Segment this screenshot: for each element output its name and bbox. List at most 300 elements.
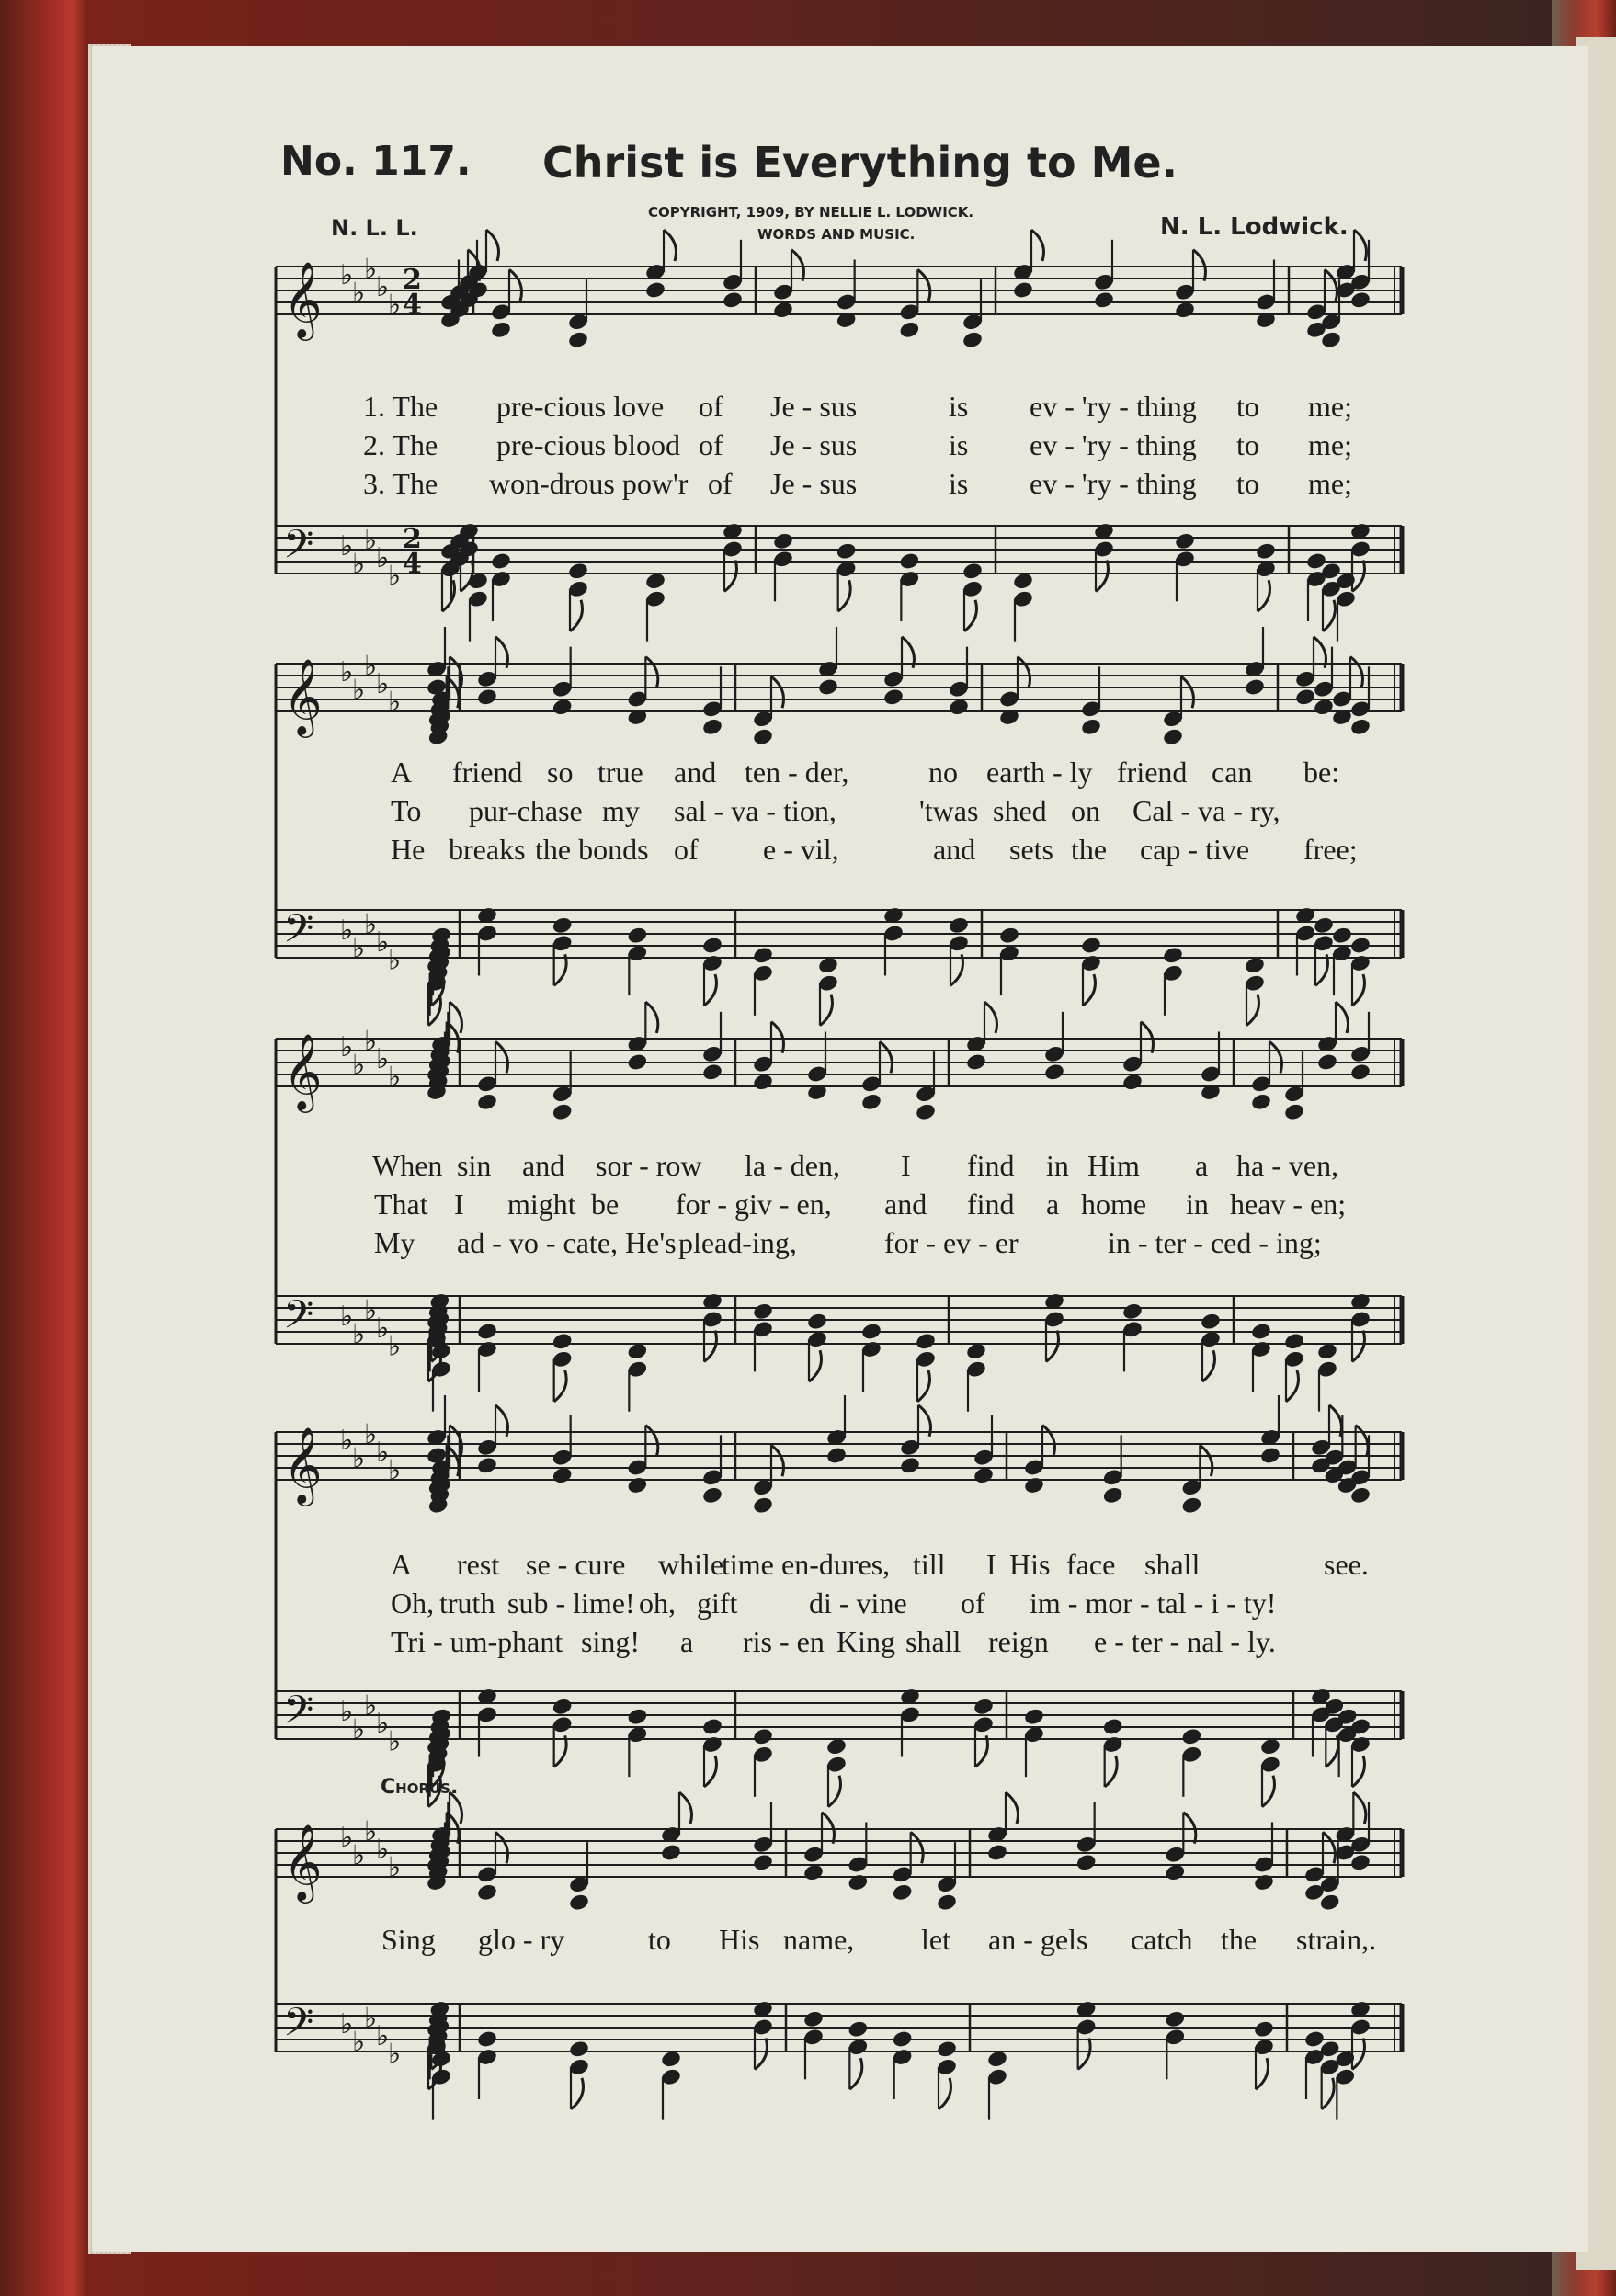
note-head	[836, 541, 858, 561]
note-flag	[704, 1756, 717, 1787]
lyric-syllable: sor - row	[596, 1149, 702, 1182]
note-flag	[1200, 1445, 1212, 1476]
lyric-syllable: and	[933, 833, 976, 866]
time-signature-top: 2	[403, 523, 422, 555]
lyric-syllable: To	[391, 794, 422, 827]
note-flag	[1202, 1350, 1215, 1381]
note-flag	[554, 1370, 567, 1402]
flat-icon: ♭	[376, 271, 390, 303]
time-signature-bottom: 4	[403, 548, 422, 580]
lyric-syllable: name,	[783, 1923, 855, 1956]
lyric-syllable: Je - sus	[770, 390, 858, 423]
note-flag	[1269, 1041, 1282, 1073]
lyric-syllable: face	[1066, 1548, 1116, 1581]
lyric-syllable: When	[372, 1149, 443, 1182]
flat-icon: ♭	[352, 1839, 366, 1872]
lyric-syllable: 1. The	[363, 390, 438, 423]
lyric-syllable: oh,	[639, 1586, 676, 1620]
bass-clef-icon: 𝄢	[283, 522, 314, 577]
lyric-syllable: se - cure	[526, 1548, 626, 1581]
note-head	[1200, 1083, 1222, 1102]
note-head	[986, 1843, 1008, 1862]
lyric-syllable: la - den,	[745, 1149, 840, 1182]
note-flag	[442, 580, 455, 611]
lyric-syllable: His	[1009, 1548, 1051, 1581]
note-head	[701, 1485, 723, 1505]
note-head	[806, 1312, 828, 1331]
note-head	[1253, 1873, 1275, 1892]
note-head	[1283, 1332, 1305, 1351]
treble-clef-icon: 𝄞	[283, 260, 323, 337]
lyric-syllable: ev - 'ry - thing	[1030, 467, 1197, 500]
note-head	[490, 551, 512, 571]
note-head	[1162, 727, 1184, 746]
flat-icon: ♭	[364, 524, 378, 557]
lyric-syllable: might	[507, 1188, 576, 1221]
flat-icon: ♭	[340, 1425, 354, 1457]
lyric-syllable: shall	[905, 1625, 962, 1658]
note-flag	[1183, 1813, 1196, 1844]
flat-icon: ♭	[364, 2002, 378, 2035]
note-flag	[1352, 561, 1365, 592]
lyric-syllable: ev - 'ry - thing	[1030, 428, 1197, 461]
flat-icon: ♭	[340, 1031, 354, 1063]
lyric-syllable: till	[913, 1548, 946, 1581]
note-head	[806, 1083, 828, 1102]
lyric-syllable: a	[1195, 1149, 1209, 1182]
lyric-syllable: time	[722, 1548, 774, 1581]
note-head	[626, 708, 648, 727]
flat-icon: ♭	[340, 1696, 354, 1728]
note-head	[476, 688, 498, 707]
lyric-syllable: ris - en	[743, 1625, 825, 1658]
note-flag	[1006, 1792, 1019, 1824]
treble-clef-icon: 𝄞	[283, 1426, 323, 1503]
note-head	[892, 1882, 914, 1902]
note-flag	[554, 1735, 567, 1767]
note-head	[701, 1717, 723, 1736]
note-head	[962, 562, 984, 581]
note-flag	[911, 1832, 924, 1863]
flat-icon: ♭	[340, 2008, 354, 2040]
note-head	[701, 717, 723, 736]
note-flag	[1350, 657, 1363, 688]
lyric-syllable: e - ter - nal - ly.	[1094, 1625, 1276, 1658]
note-head	[1102, 1717, 1124, 1736]
note-head	[1023, 1707, 1045, 1726]
note-head	[568, 2040, 590, 2059]
note-head	[552, 915, 574, 935]
note-head	[898, 551, 920, 571]
flat-icon: ♭	[364, 1418, 378, 1451]
note-flag	[1325, 269, 1337, 301]
note-head	[1349, 717, 1371, 736]
note-flag	[1256, 2058, 1269, 2089]
note-flag	[704, 974, 717, 1006]
note-head	[998, 708, 1020, 727]
note-head	[476, 1092, 498, 1111]
lyric-syllable: ev - 'ry - thing	[1030, 390, 1197, 423]
flat-icon: ♭	[364, 1025, 378, 1058]
flat-icon: ♭	[376, 1313, 390, 1345]
flat-icon: ♭	[388, 560, 402, 593]
note-head	[1283, 1102, 1305, 1121]
lyric-syllable: won-drous pow'r	[489, 467, 689, 500]
lyric-syllable: sets	[1009, 833, 1053, 866]
lyric-syllable: My	[374, 1226, 415, 1259]
note-head	[644, 280, 666, 300]
treble-clef-icon: 𝄞	[283, 1032, 323, 1109]
note-flag	[828, 1776, 841, 1807]
note-flag	[1042, 1426, 1055, 1457]
note-flag	[1046, 1331, 1059, 1362]
flat-icon: ♭	[376, 2020, 390, 2052]
lyric-syllable: is	[949, 390, 969, 423]
note-flag	[1352, 974, 1365, 1006]
lyric-syllable: 3. The	[363, 467, 438, 500]
note-head	[1080, 936, 1102, 955]
note-head	[552, 1332, 574, 1351]
note-flag	[1353, 1792, 1366, 1824]
note-flag	[1352, 1756, 1365, 1787]
note-flag	[849, 2058, 862, 2089]
note-head	[490, 320, 512, 339]
hymn-number: No. 117.	[280, 138, 472, 185]
note-head	[1294, 688, 1316, 707]
flat-icon: ♭	[364, 1294, 378, 1327]
flat-icon: ♭	[340, 915, 354, 947]
lyric-syllable: I	[986, 1548, 996, 1581]
note-flag	[1018, 657, 1030, 688]
note-flag	[554, 954, 567, 985]
note-head	[476, 2029, 498, 2049]
note-head	[998, 926, 1020, 945]
note-flag	[724, 561, 737, 592]
note-head	[847, 1873, 869, 1892]
note-flag	[880, 1041, 893, 1073]
note-flag	[791, 250, 804, 281]
note-head	[936, 1892, 958, 1912]
note-flag	[1258, 580, 1270, 611]
note-flag	[1352, 2039, 1365, 2070]
lyric-syllable: a	[1046, 1188, 1060, 1221]
bass-clef-icon: 𝄢	[283, 1688, 314, 1743]
lyric-syllable: shed	[993, 794, 1047, 827]
note-head	[626, 1052, 648, 1072]
lyric-syllable: the bonds	[535, 833, 649, 866]
note-head	[1303, 2029, 1326, 2049]
note-head	[1255, 311, 1277, 330]
lyric-syllable: is	[949, 428, 969, 461]
lyric-syllable: of	[699, 390, 723, 423]
lyric-syllable: truth	[439, 1586, 495, 1620]
lyric-syllable: sub - lime!	[507, 1586, 635, 1620]
lyric-syllable: in	[1186, 1188, 1209, 1221]
note-head	[1012, 280, 1034, 300]
lyric-syllable: A	[391, 1548, 413, 1581]
lyric-syllable: pre-cious love	[496, 390, 665, 423]
note-head	[1349, 936, 1371, 955]
flat-icon: ♭	[388, 1851, 402, 1884]
note-head	[1102, 1485, 1124, 1505]
lyric-syllable: ha - ven,	[1236, 1149, 1339, 1182]
chorus-label: Chorus.	[381, 1776, 459, 1799]
note-flag	[917, 1370, 930, 1402]
note-head	[567, 562, 589, 581]
note-flag	[755, 2039, 768, 2070]
lyric-syllable: shall	[1144, 1548, 1201, 1581]
note-head	[1080, 717, 1102, 736]
lyric-syllable: friend	[1117, 756, 1188, 789]
note-head	[626, 926, 648, 945]
note-head	[882, 688, 905, 707]
lyric-syllable: in - ter - ced - ing;	[1108, 1226, 1322, 1259]
note-flag	[1323, 600, 1336, 631]
note-head	[825, 1446, 848, 1465]
note-head	[1349, 1063, 1371, 1082]
lyric-syllable: 'twas	[919, 794, 979, 827]
lyric-syllable: Him	[1087, 1149, 1140, 1182]
flat-icon: ♭	[388, 944, 402, 977]
note-flag	[975, 1735, 988, 1767]
note-flag	[1246, 995, 1259, 1026]
flat-icon: ♭	[376, 1437, 390, 1469]
note-head	[752, 946, 774, 965]
flat-icon: ♭	[376, 542, 390, 574]
lyric-syllable: in	[1046, 1149, 1069, 1182]
time-signature-top: 2	[403, 264, 422, 296]
note-head	[1316, 1052, 1338, 1072]
flat-icon: ♭	[376, 1708, 390, 1740]
note-flag	[645, 1426, 658, 1457]
lyric-syllable: of	[699, 428, 723, 461]
note-head	[973, 1697, 995, 1716]
lyric-syllable: of	[708, 467, 733, 500]
note-head	[1250, 1092, 1272, 1111]
note-head	[567, 330, 589, 349]
lyric-syllable: heav - en;	[1230, 1188, 1347, 1221]
flat-icon: ♭	[364, 1815, 378, 1848]
flat-icon: ♭	[364, 1689, 378, 1722]
note-flag	[809, 1350, 822, 1381]
flat-icon: ♭	[340, 530, 354, 563]
lyric-syllable: Je - sus	[770, 467, 858, 500]
lyric-syllable: Tri - um-phant	[391, 1625, 563, 1658]
flat-icon: ♭	[352, 1713, 366, 1746]
note-flag	[486, 230, 499, 261]
note-flag	[704, 1331, 717, 1362]
flat-icon: ♭	[352, 1318, 366, 1351]
treble-clef-icon: 𝄞	[283, 1823, 323, 1900]
lyric-syllable: to	[1236, 467, 1259, 500]
note-flag	[939, 2078, 951, 2109]
note-head	[1244, 677, 1266, 697]
note-head	[1313, 915, 1335, 935]
note-flag	[822, 1813, 835, 1844]
note-flag	[1354, 230, 1367, 261]
flat-icon: ♭	[352, 1049, 366, 1082]
lyric-syllable: breaks	[449, 833, 526, 866]
time-signature-bottom: 4	[403, 289, 422, 321]
lyric-syllable: glo - ry	[478, 1923, 565, 1956]
lyric-syllable: His	[719, 1923, 760, 1956]
lyric-syllable: and	[884, 1188, 927, 1221]
note-head	[1121, 1301, 1144, 1321]
note-flag	[1322, 2078, 1335, 2109]
flat-icon: ♭	[340, 1301, 354, 1333]
note-flag	[645, 1002, 658, 1033]
note-head	[552, 1102, 574, 1121]
note-flag	[509, 269, 522, 301]
lyric-syllable: King	[836, 1625, 895, 1658]
note-flag	[645, 657, 658, 688]
note-flag	[838, 580, 851, 611]
lyric-syllable: He	[391, 833, 426, 866]
note-flag	[571, 2078, 584, 2109]
lyric-syllable: me;	[1308, 467, 1352, 500]
lyric-syllable: sin	[457, 1149, 492, 1182]
note-head	[948, 915, 970, 935]
lyric-syllable: catch	[1131, 1923, 1193, 1956]
note-flag	[964, 600, 977, 631]
note-flag	[1083, 974, 1096, 1006]
note-head	[1174, 531, 1196, 551]
lyric-syllable: That	[374, 1188, 428, 1221]
note-flag	[450, 1002, 462, 1033]
flat-icon: ♭	[376, 668, 390, 700]
lyric-syllable: true	[597, 756, 643, 789]
lyric-syllable: 2. The	[363, 428, 438, 461]
lyric-syllable: see.	[1324, 1548, 1369, 1581]
lyric-syllable: I	[454, 1188, 464, 1221]
flat-icon: ♭	[388, 2038, 402, 2071]
note-flag	[570, 600, 583, 631]
note-flag	[1286, 1370, 1299, 1402]
flat-icon: ♭	[364, 253, 378, 286]
lyric-syllable: to	[1236, 390, 1259, 423]
note-head	[660, 1843, 682, 1862]
flat-icon: ♭	[376, 926, 390, 959]
lyric-syllable: can	[1212, 756, 1253, 789]
bass-clef-icon: 𝄢	[283, 2000, 314, 2055]
flat-icon: ♭	[364, 650, 378, 683]
lyric-syllable: He's	[625, 1226, 677, 1259]
lyric-syllable: me;	[1308, 390, 1352, 423]
lyric-syllable: home	[1081, 1188, 1147, 1221]
note-head	[701, 936, 723, 955]
lyric-syllable: ten - der,	[745, 756, 849, 789]
lyric-syllable: I	[901, 1149, 911, 1182]
lyric-syllable: pur-chase	[469, 794, 583, 827]
flat-icon: ♭	[352, 932, 366, 965]
lyric-syllable: is	[949, 467, 969, 500]
note-head	[1180, 1727, 1202, 1746]
lyric-syllable: for - giv - en,	[676, 1188, 832, 1221]
note-head	[626, 1476, 648, 1495]
copyright-words-music: WORDS AND MUSIC.	[757, 226, 916, 243]
note-head	[476, 1882, 498, 1902]
flat-icon: ♭	[388, 1330, 402, 1363]
flat-icon: ♭	[352, 548, 366, 581]
note-flag	[1262, 1776, 1275, 1807]
note-head	[1255, 541, 1277, 561]
lyric-syllable: im - mor - tal - i - ty!	[1030, 1586, 1277, 1620]
lyric-syllable: Cal - va - ry,	[1132, 794, 1280, 827]
lyric-syllable: and	[522, 1149, 565, 1182]
note-head	[722, 290, 744, 310]
note-head	[899, 1456, 921, 1475]
note-head	[936, 2040, 958, 2059]
note-flag	[1326, 1735, 1338, 1767]
lyric-syllable: me;	[1308, 428, 1352, 461]
lyric-syllable: for - ev - er	[884, 1226, 1019, 1259]
lyric-syllable: my	[602, 794, 640, 827]
lyric-syllable: en-dures,	[781, 1548, 891, 1581]
note-flag	[820, 995, 833, 1026]
hymn-title: Christ is Everything to Me.	[542, 138, 1178, 188]
lyric-syllable: find	[967, 1149, 1015, 1182]
note-flag	[1323, 1832, 1336, 1863]
flat-icon: ♭	[340, 656, 354, 688]
copyright-notice: COPYRIGHT, 1909, BY NELLIE L. LODWICK.	[648, 204, 974, 221]
flat-icon: ♭	[388, 1061, 402, 1094]
note-head	[1023, 1476, 1045, 1495]
lyric-syllable: earth - ly	[986, 756, 1093, 789]
lyric-syllable: be	[591, 1188, 620, 1221]
note-head	[752, 727, 774, 746]
lyric-syllable: gift	[697, 1586, 738, 1620]
note-head	[1349, 1853, 1371, 1872]
note-head	[1331, 708, 1353, 727]
note-head	[1164, 2009, 1186, 2029]
lyric-syllable: on	[1071, 794, 1100, 827]
flat-icon: ♭	[388, 686, 402, 719]
note-flag	[664, 230, 677, 261]
lyric-syllable: the	[1221, 1923, 1258, 1956]
note-head	[1331, 926, 1353, 945]
note-flag	[1141, 1022, 1154, 1053]
note-flag	[1356, 1426, 1369, 1457]
treble-clef-icon: 𝄞	[283, 657, 323, 734]
note-head	[860, 1092, 882, 1111]
note-head	[476, 1322, 498, 1341]
lyric-syllable: sal - va - tion,	[674, 794, 836, 827]
lyric-syllable: A	[391, 756, 413, 789]
note-flag	[984, 1002, 997, 1033]
lyric-syllable: Je - sus	[770, 428, 858, 461]
words-credit: N. L. L.	[331, 215, 418, 241]
note-flag	[1078, 2039, 1091, 2070]
note-head	[915, 1332, 937, 1351]
lyric-syllable: free;	[1303, 833, 1358, 866]
note-head	[836, 311, 858, 330]
lyric-syllable: be:	[1303, 756, 1340, 789]
lyric-syllable: rest	[457, 1548, 500, 1581]
note-flag	[1336, 1002, 1349, 1033]
lyric-syllable: Sing	[381, 1923, 436, 1956]
note-flag	[771, 1022, 784, 1053]
note-head	[1259, 1446, 1281, 1465]
note-head	[752, 1495, 774, 1515]
lyric-syllable: plead-ing,	[678, 1226, 797, 1259]
lyric-syllable: ad - vo - cate,	[457, 1226, 619, 1259]
lyric-syllable: sing!	[581, 1625, 640, 1658]
lyric-syllable: of	[961, 1586, 985, 1620]
note-head	[1250, 1322, 1272, 1341]
bass-clef-icon: 𝄢	[283, 1292, 314, 1347]
note-flag	[950, 954, 963, 985]
note-head	[568, 1892, 590, 1912]
